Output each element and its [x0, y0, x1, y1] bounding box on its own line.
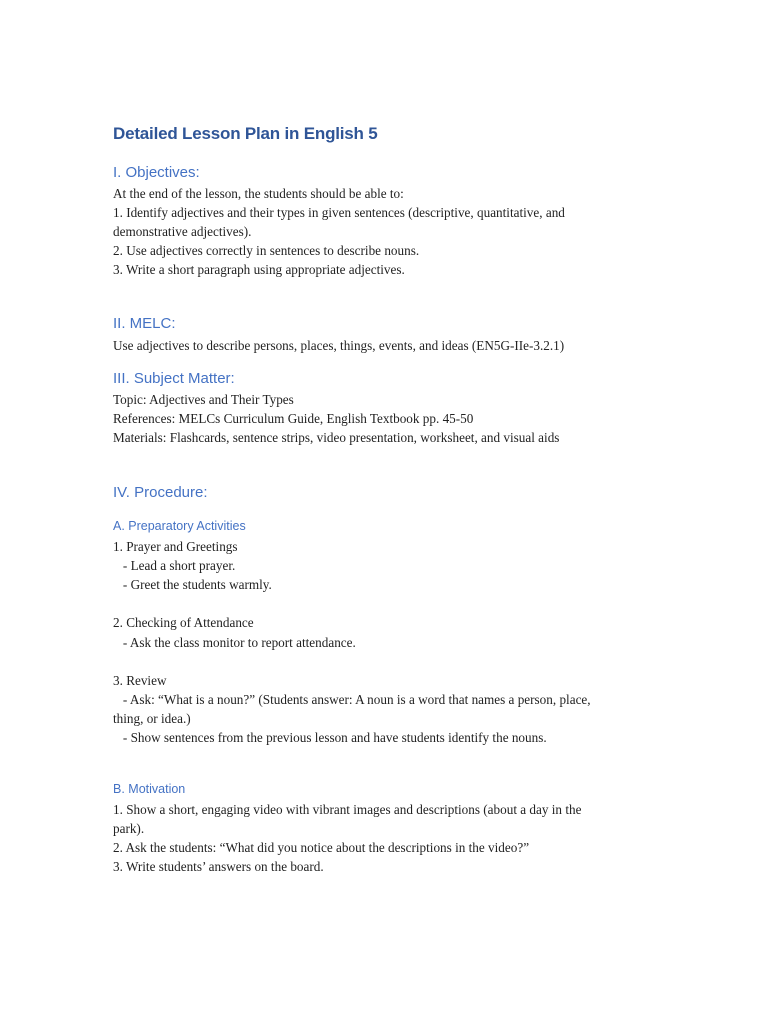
preparatory-line: - Ask: “What is a noun?” (Students answer: A noun is a word that names a person, place, [113, 692, 591, 707]
document-title: Detailed Lesson Plan in English 5 [113, 124, 378, 143]
motivation-line: 1. Show a short, engaging video with vibrant images and descriptions (about a day in the [113, 802, 582, 817]
objectives-line: 2. Use adjectives correctly in sentences to describe nouns. [113, 243, 420, 258]
preparatory-line: 1. Prayer and Greetings [113, 539, 238, 554]
procedure-heading: IV. Procedure: [113, 484, 208, 501]
preparatory-activities-heading: A. Preparatory Activities [113, 519, 246, 533]
motivation-line: 2. Ask the students: “What did you notice about the descriptions in the video?” [113, 840, 530, 855]
objectives-line: At the end of the lesson, the students should be able to: [113, 186, 404, 201]
subject-matter-line: Topic: Adjectives and Their Types [113, 392, 294, 407]
subject-matter-heading: III. Subject Matter: [113, 370, 235, 387]
subject-matter-line: References: MELCs Curriculum Guide, English Textbook pp. 45-50 [113, 411, 474, 426]
preparatory-line: 2. Checking of Attendance [113, 615, 254, 630]
objectives-line: 1. Identify adjectives and their types in given sentences (descriptive, quantitative, and [113, 205, 565, 220]
preparatory-line: - Greet the students warmly. [113, 577, 272, 592]
motivation-heading: B. Motivation [113, 782, 186, 796]
melc-heading: II. MELC: [113, 315, 176, 332]
melc-line: Use adjectives to describe persons, places, things, events, and ideas (EN5G-IIe-3.2.1) [113, 338, 565, 353]
preparatory-line: - Show sentences from the previous lesson and have students identify the nouns. [113, 730, 547, 745]
preparatory-line: - Ask the class monitor to report attendance. [113, 635, 356, 650]
objectives-line: 3. Write a short paragraph using appropriate adjectives. [113, 262, 405, 277]
objectives-line: demonstrative adjectives). [113, 224, 252, 239]
objectives-heading: I. Objectives: [113, 164, 200, 181]
preparatory-line: - Lead a short prayer. [113, 558, 236, 573]
preparatory-line: thing, or idea.) [113, 711, 191, 726]
motivation-line: park). [113, 821, 145, 836]
subject-matter-line: Materials: Flashcards, sentence strips, video presentation, worksheet, and visual aids [113, 430, 560, 445]
preparatory-line: 3. Review [113, 673, 167, 688]
motivation-line: 3. Write students’ answers on the board. [113, 859, 324, 874]
